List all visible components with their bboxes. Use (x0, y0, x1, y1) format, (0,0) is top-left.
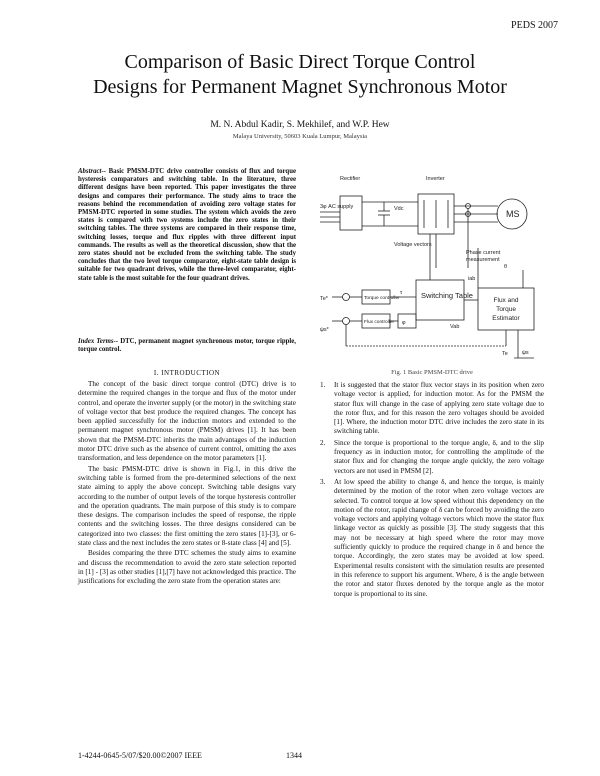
index-terms-label: Index Terms (78, 338, 114, 345)
list-item-text: It is suggested that the stator flux vector stays in its position when zero voltage vector is applied, for induction motor. As for the PMSM the stator flux will change in the case of applying zero state voltage due to the rotor flux, and for this reason the zero voltages should be avoided [1]. Where, the induction motor DTC drive includes the zero state in its switching table. (334, 381, 544, 436)
label-torque-ref: Te* (320, 296, 328, 302)
estimator-label-1: Flux and (493, 297, 519, 304)
abstract (78, 168, 296, 283)
label-iab: iab (468, 276, 476, 282)
label-vab: Vab (450, 324, 460, 330)
label-rectifier: Rectifier (340, 176, 361, 182)
footer-isbn: 1-4244-0645-5/07/$20.00©2007 IEEE (78, 751, 202, 760)
label-measurement: measurement (466, 257, 500, 263)
motor-label: MS (506, 209, 520, 219)
abstract-text: -- Basic PMSM-DTC drive controller consists of flux and torque hysteresis comparators and switching table. In the literature, three different designs have been reported. This paper investigates the three designs and compares their performance. The study aims to trace the reasons behind the recommendation of avoiding zero voltage states for PMSM-DTC reported in some studies. The system which avoids the zero states is compared with two systems include the zero states in their switching tables. The three systems are compared in their response time, switching losses, torque and flux ripples with three different input commands. The results as well as the theoretical discussion, show that the zero states should not be excluded from the switching table. The study concludes that the two level torque comparator, eight-state table design is suitable for two quadrant drives, while the three-level comparator, eight-state table is the most suitable for the four quadrant drives. (78, 168, 296, 282)
intro-paragraph: Besides comparing the three DTC schemes the study aims to examine and discuss the recommendation to avoid the zero state selection reported in [1] - [3] as other studies [1],[7] have not acknowledged this practice. The justifications for excluding the zero state from the operation states are: (78, 549, 296, 586)
justification-list (320, 381, 544, 601)
intro-paragraph: The basic PMSM-DTC drive is shown in Fig.1, in this drive the switching table is formed from the pre-determined selections of the next state aiming to apply the above concept. Switching table designs vary according to the number of output levels of the torque hysteresis controller and the operation quadrants. The main purpose of this study is to compare these designs. The comparison includes the speed of response, the ripple contents and the switching losses. The three designs considered can be categorized into two classes: the first omitting the zero states [1]-[3], or 6-state class and the next includes the zero states or 8-state class [4] and [5]. (78, 464, 296, 548)
label-flux-error: φ (402, 320, 406, 326)
estimator-label-2: Torque (496, 306, 516, 313)
switching-table-label: Switching Table (421, 291, 473, 300)
label-flux-controller: Flux controller (364, 320, 395, 325)
intro-paragraph: The concept of the basic direct torque control (DTC) drive is to determine the required changes in the torque and flux of the motor under control, and operate the inverter supply (or the motor) in the switching state of voltage vector that best produce the required changes. The concept has been applied successfully for the induction motors and extended to the permanent magnet synchronous motor (PMSM) drives [1]. It has been shown that the PMSM-DTC inherits the main advantages of the induction motor DTC drive such as the absence of current control, omitting the axes transformation, and less dependence on the motor parameters [1]. (78, 380, 296, 463)
section-heading: I. INTRODUCTION (153, 369, 221, 377)
authors: M. N. Abdul Kadir, S. Mekhilef, and W.P. Hew (210, 120, 390, 130)
page-number: 1344 (286, 751, 302, 760)
label-torque-error: τ (400, 290, 403, 296)
label-dc-voltage: Vdc (394, 206, 404, 212)
paper-title (40, 50, 560, 100)
dtc-block-diagram (318, 168, 546, 364)
list-item-number: 1. (320, 381, 326, 389)
conference-header: PEDS 2007 (511, 20, 558, 31)
label-flux-ref: ψs* (320, 327, 329, 333)
index-terms (78, 338, 296, 354)
index-terms-text: -- DTC, permanent magnet synchronous motor, torque ripple, torque control. (78, 338, 296, 354)
introduction-body (78, 380, 296, 588)
label-phase-current: Phase current (466, 250, 501, 256)
list-item-number: 2. (320, 438, 326, 447)
list-item (320, 478, 544, 599)
list-item (320, 381, 544, 437)
label-ac-supply: 3φ AC supply (320, 204, 354, 210)
label-torque-controller: Torque controller (364, 296, 400, 301)
estimator-label-3: Estimator (492, 315, 520, 322)
label-inverter: Inverter (426, 176, 445, 182)
label-voltage-vectors: Voltage vectors (394, 242, 432, 248)
list-item-text: At low speed the ability to change δ, and hence the torque, is mainly determined by the motion of the rotor when zero voltage vectors are selected. To control torque at low speed without this dependency on the motion of the rotor, rapid change of δ can be forced by avoiding the zero voltage vectors and applying voltage vectors which move the stator flux linkage vector as quickly as possible [3]. The study suggests that this may not be necessary at high speed where the rotor may move sufficiently quickly to produce the required change in δ and hence the torque. Accordingly, the zero states may be avoided at low speed. Experimental results consistent with the simulation results are presented in this reference to support his argument. Where, δ is the angle between the rotor and stator fluxes denoted by the torque angle as the motor torque is proportional to its sine. (334, 477, 544, 598)
figure-caption: Fig. 1 Basic PMSM-DTC drive (391, 369, 473, 376)
title-line-1: Comparison of Basic Direct Torque Control (124, 51, 476, 73)
label-te-est: Te (502, 351, 508, 357)
list-item-text: Since the torque is proportional to the torque angle, δ, and to the slip frequency as in induction motor, for controlling the amplitude of the stator flux and for changing the torque angle quickly, the zero voltage vectors are not used in PMSM [2]. (334, 438, 544, 475)
list-item-number: 3. (320, 477, 326, 486)
title-line-2: Designs for Permanent Magnet Synchronous Motor (93, 76, 507, 98)
label-psi-est: ψs (522, 350, 529, 356)
label-angle: θ (504, 264, 508, 270)
list-item (320, 439, 544, 476)
affiliation: Malaya University, 50603 Kuala Lumpur, Malaysia (232, 133, 368, 140)
abstract-label: Abstract (78, 168, 102, 175)
